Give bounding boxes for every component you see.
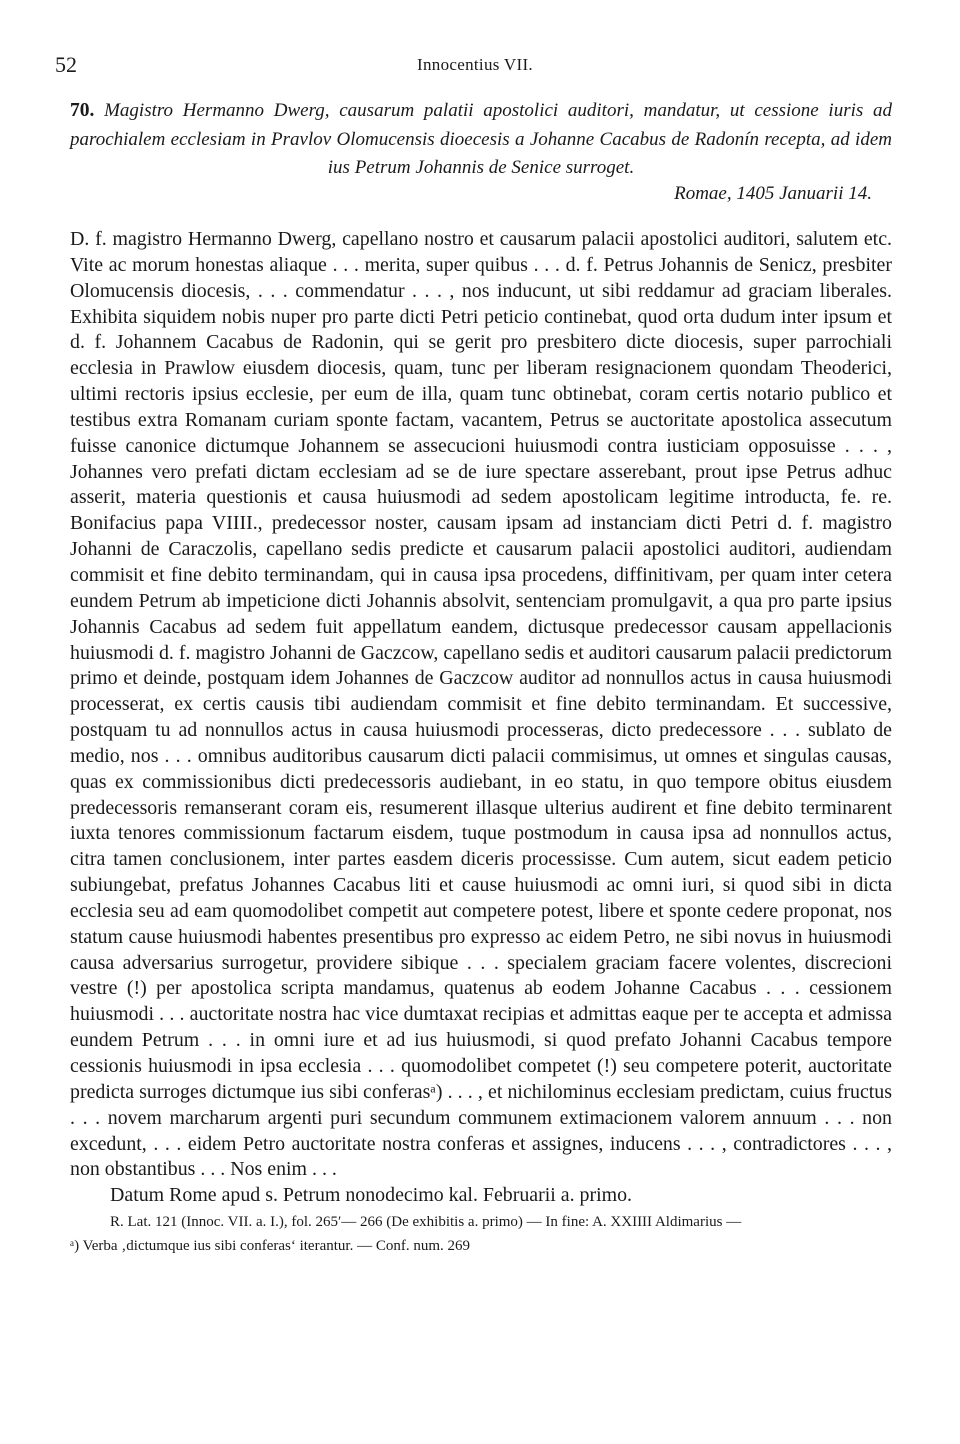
running-head: Innocentius VII.	[417, 55, 533, 74]
datum-line: Datum Rome apud s. Petrum nonodecimo kal. Februarii a. primo.	[110, 1184, 633, 1207]
letter-body	[70, 227, 892, 1209]
footnotes	[70, 1210, 892, 1258]
page-header	[55, 52, 895, 82]
entry-dateline: Romae, 1405 Januarii 14.	[674, 183, 872, 204]
source-note: R. Lat. 121 (Innoc. VII. a. I.), fol. 265′— 266 (De exhibitis a. primo) — In fine: A. XXIIII Aldimarius —	[110, 1214, 742, 1230]
entry-regest	[70, 97, 892, 183]
entry-number: 70.	[70, 100, 95, 121]
page-number: 52	[55, 52, 77, 77]
footnote-a: ᵃ) Verba ‚dictumque ius sibi conferas‘ iterantur. — Conf. num. 269	[70, 1238, 470, 1254]
regest-text: Magistro Hermanno Dwerg, causarum palatii apostolici auditori, mandatur, ut cessione iuris ad parochialem ecclesiam in Pravlov Olomucensis dioecesis a Johanne Cacabus de Radonín recepta, ad idem ius Petrum Johannis de Senice surroget.	[70, 100, 892, 178]
letter-main-paragraph: D. f. magistro Hermanno Dwerg, capellano nostro et causarum palacii apostolici auditori, salutem etc. Vite ac morum honestas aliaque . . . merita, super quibus . . . d. f. Petrus Johannis de Senicz, presbiter Olomucensis diocesis, . . . commendatur . . . , nos inducunt, ut sibi reddamur ad graciam liberales. Exhibita siquidem nobis nuper pro parte dicti Petri peticio continebat, quod orta dudum inter ipsum et d. f. Johannem Cacabus de Radonin, qui se gerit pro presbitero dicte diocesis, super parrochiali ecclesia in Prawlow eiusdem diocesis, quam, tunc per liberam resignacionem quondam Theoderici, ultimi rectoris ipsius ecclesie, per eum de illa, quam tunc obtinebat, coram certis notario publico et testibus extra Romanam curiam sponte factam, vacantem, Petrus se auctoritate apostolica assecutum fuisse canonice dictumque Johannem se assecucioni huiusmodi contra iusticiam opposuisse . . . , Johannes vero prefati dictam ecclesiam ad se de iure spectare asserebant, prout ipse Petrus adhuc asserit, materia questionis et causa huiusmodi ad sedem apostolicam legitime introducta, fe. re. Bonifacius papa VIIII., predecessor noster, causam ipsam ad instanciam dicti Petri d. f. magistro Johanni de Caraczolis, capellano sedis predicte et causarum palacii apostolici auditori, audiendam commisit et fine debito terminandam, qui in causa ipsa procedens, diffinitivam, per quam inter cetera eundem Petrum ab impeticione dicti Johannis absolvit, sentenciam promulgavit, a qua pro parte ipsius Johannis Cacabus ad sedem fuit appellatum eandem, dictusque predecessor causam appellacionis huiusmodi d. f. magistro Johanni de Gaczcow, capellano sedis et auditori causarum palacii predictorum primo et deinde, postquam idem Johannes de Gaczcow auditor ad nonnullos actus in causa huiusmodi processerat, ex certis causis tibi audiendam commisit et fine debito terminandam. Et successive, postquam tu ad nonnullos actus in causa huiusmodi processeras, dicto predecessore . . . sublato de medio, nos . . . omnibus auditoribus causarum dicti palacii commisimus, ut omnes et singulas causas, quas ex commissionibus dicti predecessoris audiebant, in eo statu, in quo tempore obitus eiusdem predecessoris remanserant coram eis, resumerent illasque ulterius audirent et fine debito terminarent iuxta tenores commissionum factarum eisdem, tuque postmodum in causa ipsa ad nonnullos actus, citra tamen conclusionem, inter partes easdem diceris processisse. Cum autem, sicut eadem peticio subiungebat, prefatus Johannes Cacabus liti et cause huiusmodi ac omni iuri, si quod sibi in dicta ecclesia seu ad eam quomodolibet competit aut competere potest, libere et sponte cedere proponat, nos statum cause huiusmodi habentes presentibus pro expresso ac eidem Petro, ne sibi novus in huiusmodi causa adversarius surrogetur, providere sibique . . . specialem graciam facere volentes, discrecioni vestre (!) per apostolica scripta mandamus, quatenus ab eodem Johanne Cacabus . . . cessionem huiusmodi . . . auctoritate nostra hac vice dumtaxat recipias et admittas eaque per te accepta et admissa eundem Petrum . . . in omni iure et ad ius huiusmodi, si quod prefato Johanni Cacabus tempore cessionis huiusmodi in ipsa ecclesia . . . quomodolibet competet (!) seu competere poterit, auctoritate predicta surroges dictumque ius sibi conferasᵃ) . . . , et nichilominus ecclesiam predictam, cuius fructus . . . novem marcharum argenti puri secundum communem extimacionem valorem annuum . . . non excedunt, . . . eidem Petro auctoritate nostra conferas et assignes, inducens . . . , contradictores . . . , non obstantibus . . . Nos enim . . .	[70, 228, 892, 1181]
